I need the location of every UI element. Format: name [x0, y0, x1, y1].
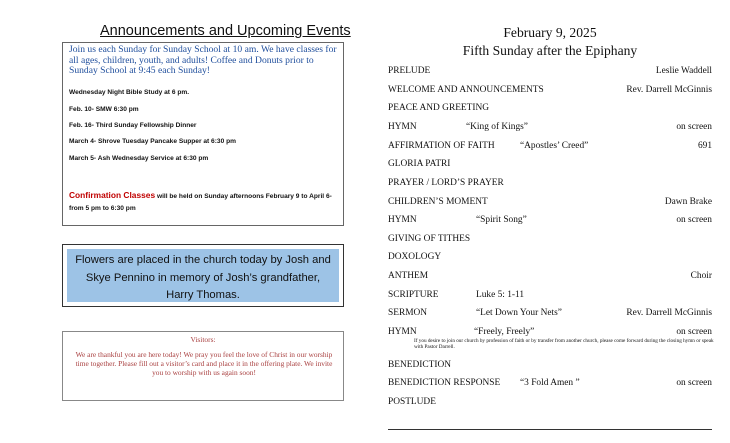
order-label: PEACE AND GREETING [388, 103, 490, 113]
announcement-item: Feb. 10- SMW 6:30 pm [69, 106, 139, 113]
order-row-prelude [388, 66, 712, 78]
service-occasion: Fifth Sunday after the Epiphany [462, 43, 638, 58]
order-label: HYMN [388, 122, 417, 132]
order-label: AFFIRMATION OF FAITH [388, 141, 495, 151]
order-label: HYMN [388, 327, 417, 337]
order-row-prayer [388, 178, 712, 190]
order-right: on screen [676, 378, 712, 388]
order-label: GLORIA PATRI [388, 159, 451, 169]
confirmation-label: Confirmation Classes [69, 190, 156, 200]
order-label: SERMON [388, 308, 428, 318]
confirmation-classes [69, 189, 341, 215]
order-row-doxology [388, 252, 712, 264]
confirmation-text: will be held on Sunday afternoons February 9 to April 6- from 5 pm to 6:30 pm [69, 193, 332, 212]
order-label: ANTHEM [388, 271, 429, 281]
order-right: Choir [690, 271, 712, 281]
announcement-item: Feb. 16- Third Sunday Fellowship Dinner [69, 122, 197, 129]
order-row-anthem [388, 271, 712, 283]
order-row-tithes [388, 234, 712, 246]
order-row-hymn-1 [388, 122, 712, 134]
order-label: PRELUDE [388, 66, 431, 76]
order-row-childrens [388, 197, 712, 209]
order-mid: “Apostles’ Creed” [520, 141, 589, 151]
order-label: HYMN [388, 215, 417, 225]
order-label: BENEDICTION RESPONSE [388, 378, 501, 388]
sunday-school-intro: Join us each Sunday for Sunday School at 10 am. We have classes for all ages, children, youth, and adults! Coffee and Donuts prior to Sunday School at 9:45 each Sunday! [69, 44, 337, 77]
flowers-box [62, 244, 344, 307]
order-mid: Luke 5: 1-11 [476, 290, 525, 300]
order-label: POSTLUDE [388, 397, 436, 407]
order-label: DOXOLOGY [388, 252, 442, 262]
order-row-benediction-response [388, 378, 712, 390]
order-mid: “Spirit Song” [476, 215, 527, 225]
order-right: on screen [676, 327, 712, 337]
order-row-benediction [388, 360, 712, 372]
order-row-hymn-2 [388, 215, 712, 227]
order-row-scripture [388, 290, 712, 302]
order-mid: “3 Fold Amen ” [520, 378, 580, 388]
announcements-title: Announcements and Upcoming Events [100, 23, 351, 39]
visitors-title: Visitors: [190, 335, 216, 344]
order-row-sermon [388, 308, 712, 320]
order-label: CHILDREN’S MOMENT [388, 197, 488, 207]
order-label: WELCOME AND ANNOUNCEMENTS [388, 85, 544, 95]
order-mid: “Freely, Freely” [474, 327, 535, 337]
order-row-postlude [388, 397, 712, 409]
order-label: PRAYER / LORD’S PRAYER [388, 178, 504, 188]
order-row-welcome [388, 85, 712, 97]
order-row-gloria [388, 159, 712, 171]
order-mid: “Let Down Your Nets” [476, 308, 562, 318]
order-row-affirmation [388, 141, 712, 153]
order-right: Rev. Darrell McGinnis [626, 308, 712, 318]
order-row-peace [388, 103, 712, 115]
order-label: SCRIPTURE [388, 290, 439, 300]
announcement-item: March 4- Shrove Tuesday Pancake Supper at 6:30 pm [69, 138, 236, 145]
order-right: on screen [676, 122, 712, 132]
order-label: GIVING OF TITHES [388, 234, 471, 244]
order-mid: “King of Kings” [466, 122, 528, 132]
announcement-item: March 5- Ash Wednesday Service at 6:30 pm [69, 155, 209, 162]
order-right: Dawn Brake [664, 197, 712, 207]
visitors-box [62, 331, 344, 401]
announcement-item: Wednesday Night Bible Study at 6 pm. [69, 89, 190, 96]
order-label: BENEDICTION [388, 360, 452, 370]
service-date: February 9, 2025 [503, 25, 597, 40]
membership-note: If you desire to join our church by profession of faith or by transfer from another church, please come forward during the closing hymn or speak with Pastor Darrell. [414, 338, 714, 350]
flowers-dedication: Flowers are placed in the church today by Josh and Skye Pennino in memory of Josh’s grandfather, Harry Thomas. [67, 249, 339, 302]
order-right: Leslie Waddell [655, 66, 712, 76]
announcements-box [62, 42, 344, 226]
order-right: on screen [676, 215, 712, 225]
order-right: Rev. Darrell McGinnis [626, 85, 712, 95]
order-right: 691 [697, 141, 712, 151]
visitors-message: We are thankful you are here today! We pray you feel the love of Christ in our worship time together. Please fill out a visitor’s card and place it in the offering plate. We invite you to worship with us again soon! [75, 350, 333, 377]
bottom-divider [388, 429, 712, 430]
